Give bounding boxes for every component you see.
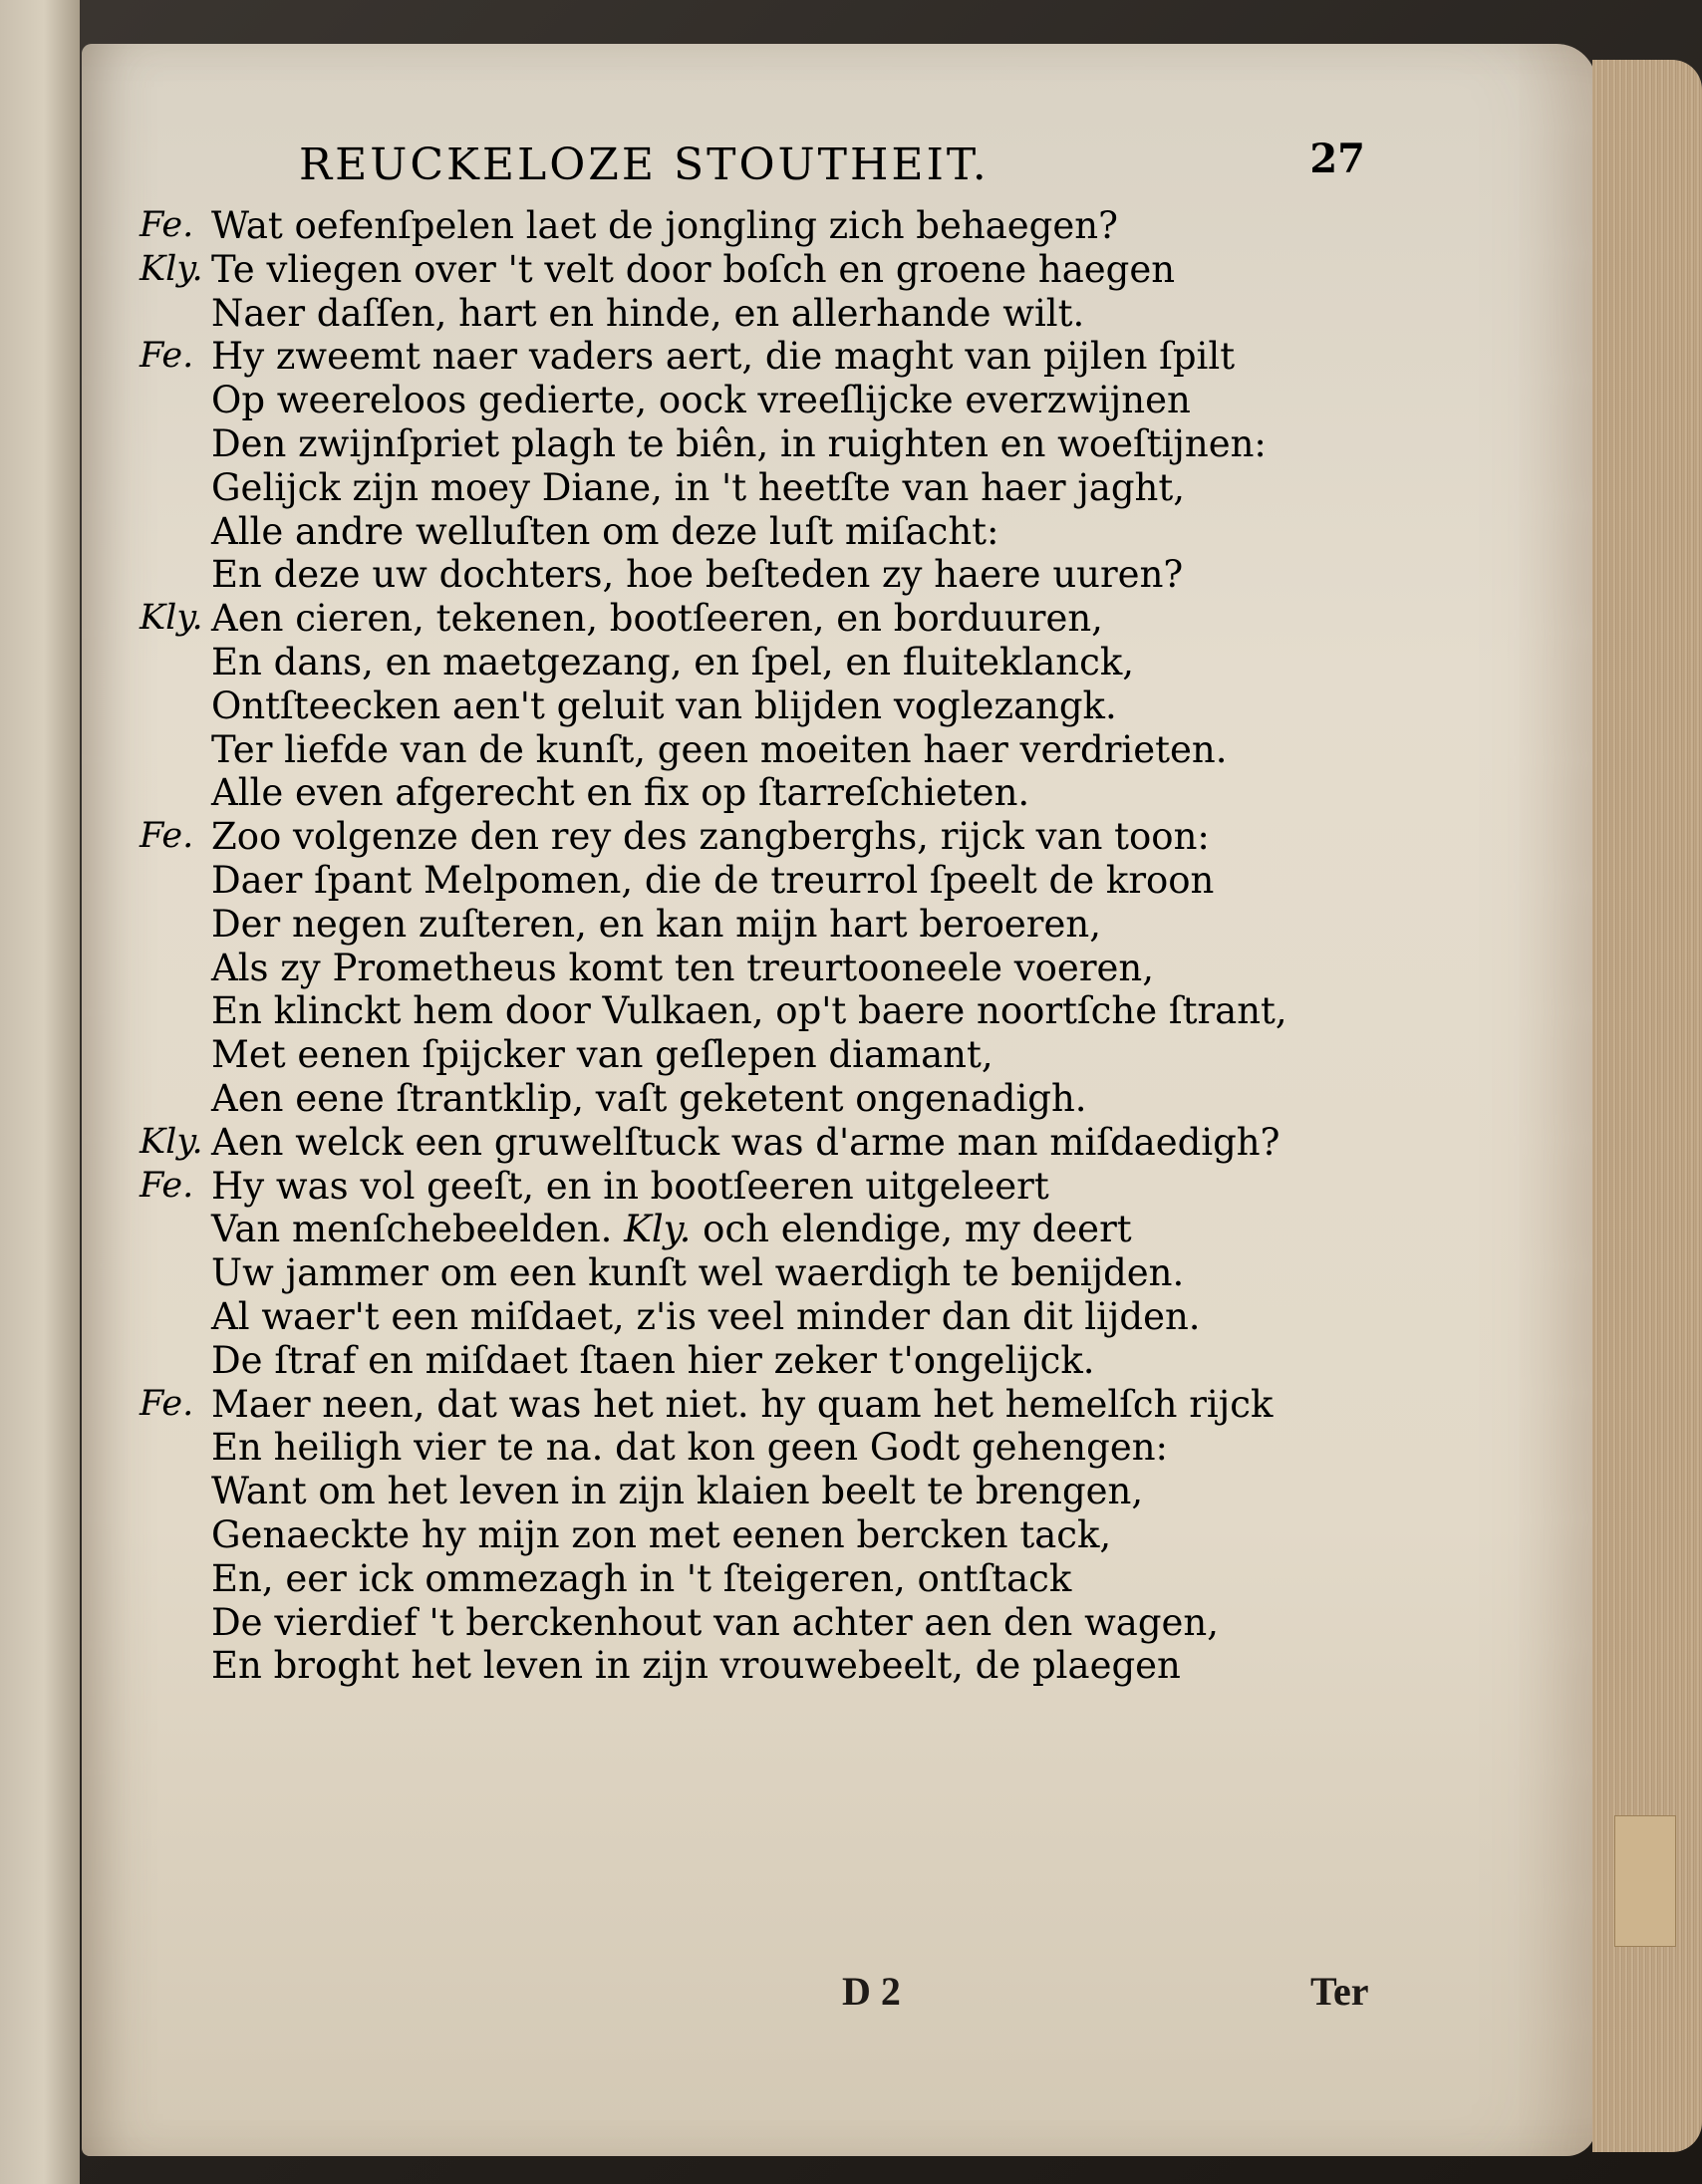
page-tab-marker <box>1614 1815 1676 1947</box>
verse-text-line: Uw jammer om een kunſt wel waerdigh te benijden. <box>211 1251 1185 1295</box>
verse-text-line: Der negen zuſteren, en kan mijn hart beroeren, <box>211 902 1101 946</box>
verse-text-line: Aen cieren, tekenen, bootſeeren, en borduuren, <box>211 597 1103 641</box>
verse-text-line: Met eenen ſpijcker van geſlepen diamant, <box>211 1033 993 1077</box>
speaker-label: Fe. <box>140 336 194 377</box>
verse-line <box>140 903 1435 947</box>
verse-line <box>140 1557 1435 1601</box>
speaker-label: Kly. <box>140 1121 203 1162</box>
page-number: 27 <box>1309 136 1365 182</box>
verse-text-line: En deze uw dochters, hoe beſteden zy haere uuren? <box>211 553 1184 597</box>
verse-text-line: Gelijck zijn moey Diane, in 't heetſte van haer jaght, <box>211 465 1186 509</box>
verse-line <box>140 1033 1435 1077</box>
verse-text-line: Genaeckte hy mijn zon met eenen bercken tack, <box>211 1512 1112 1556</box>
verse-line <box>140 947 1435 990</box>
verse-text-line: Aen eene ſtrantklip, vaſt geketent ongenadigh. <box>211 1076 1087 1120</box>
verse-text-line: Wat oefenſpelen laet de jongling zich behaegen? <box>211 204 1118 247</box>
verse-text-line: Naer daſſen, hart en hinde, en allerhande wilt. <box>211 291 1085 335</box>
verse-text-line: Van menſchebeelden. Kly. och elendige, my deert <box>211 1208 1132 1251</box>
verse-text-line: Op weereloos gedierte, oock vreeſlijcke everzwijnen <box>211 379 1191 422</box>
verse-line <box>140 1208 1435 1251</box>
catchword: Ter <box>1310 1969 1369 2014</box>
verse-text-line: De vierdief 't berckenhout van achter aen den wagen, <box>211 1600 1220 1644</box>
verse-text-line: Den zwijnſpriet plagh te biên, in ruighten en woeſtijnen: <box>211 421 1267 465</box>
verse-line <box>140 1121 1435 1165</box>
verse-line <box>140 1383 1435 1427</box>
speaker-label: Fe. <box>140 816 194 857</box>
verse-line <box>140 1426 1435 1470</box>
verse-line <box>140 379 1435 422</box>
verse-line <box>140 1251 1435 1295</box>
verse-line <box>140 597 1435 641</box>
verse-line <box>140 422 1435 466</box>
verse-line <box>140 1644 1435 1688</box>
verse-text-line: Alle andre welluſten om deze luſt miſacht: <box>211 509 999 553</box>
verse-line <box>140 335 1435 379</box>
verse-line <box>140 728 1435 772</box>
verse-line <box>140 641 1435 684</box>
running-title: REUCKELOZE STOUTHEIT. <box>299 139 990 190</box>
verse-line <box>140 684 1435 728</box>
verse-line <box>140 292 1435 336</box>
verse-text-line: Ter liefde van de kunſt, geen moeiten haer verdrieten. <box>211 727 1228 771</box>
verse-line <box>140 1295 1435 1339</box>
verse-text-line: Zoo volgenze den rey des zangberghs, rijck van toon: <box>211 815 1210 859</box>
verse-line <box>140 989 1435 1033</box>
verse-text-line: De ſtraf en miſdaet ſtaen hier zeker t'ongelijck. <box>211 1338 1095 1382</box>
verse-text-line: En broght het leven in zijn vrouwebeelt, de plaegen <box>211 1644 1181 1688</box>
verse-line <box>140 859 1435 903</box>
verse-text-line: Maer neen, dat was het niet. hy quam het hemelſch rijck <box>211 1382 1274 1426</box>
verse-line <box>140 1077 1435 1121</box>
verse-line <box>140 771 1435 815</box>
verse-line <box>140 815 1435 859</box>
left-page-edge <box>0 0 80 2184</box>
verse-text-line: Alle even afgerecht en fix op ſtarreſchieten. <box>211 771 1030 815</box>
verse-text-line: En dans, en maetgezang, en ſpel, en fluiteklanck, <box>211 640 1135 683</box>
verse-line <box>140 1513 1435 1557</box>
verse-line <box>140 204 1435 248</box>
verse-line <box>140 248 1435 292</box>
verse-text <box>140 204 1435 1688</box>
speaker-label: Fe. <box>140 205 194 245</box>
speaker-label: Kly. <box>140 598 203 639</box>
speaker-label: Fe. <box>140 1383 194 1424</box>
verse-text-line: Want om het leven in zijn klaien beelt te brengen, <box>211 1470 1144 1513</box>
verse-text-line: Ontſteecken aen't geluit van blijden voglezangk. <box>211 683 1117 727</box>
verse-text-line: En heiligh vier te na. dat kon geen Godt gehengen: <box>211 1426 1169 1470</box>
verse-line <box>140 466 1435 510</box>
verse-text-line: Hy was vol geeſt, en in bootſeeren uitgeleert <box>211 1164 1049 1208</box>
page-header <box>299 136 1365 195</box>
verse-text-line: Hy zweemt naer vaders aert, die maght van pijlen ſpilt <box>211 335 1236 379</box>
verse-text-line: Aen welck een gruwelſtuck was d'arme man miſdaedigh? <box>211 1120 1280 1164</box>
inline-speaker-label: Kly. <box>612 1208 704 1251</box>
verse-text-line: En, eer ick ommezagh in 't ſteigeren, ontſtack <box>211 1556 1072 1600</box>
verse-line <box>140 553 1435 597</box>
speaker-label: Kly. <box>140 248 203 289</box>
signature-mark: D 2 <box>842 1969 901 2014</box>
speaker-label: Fe. <box>140 1165 194 1206</box>
verse-text-line: Daer ſpant Melpomen, die de treurrol ſpeelt de kroon <box>211 858 1215 902</box>
verse-line <box>140 1601 1435 1645</box>
verse-text-line: Te vliegen over 't velt door boſch en groene haegen <box>211 247 1176 291</box>
verse-line <box>140 1165 1435 1209</box>
verse-line <box>140 510 1435 554</box>
verse-line <box>140 1470 1435 1513</box>
verse-text-line: Al waer't een miſdaet, z'is veel minder dan dit lijden. <box>211 1294 1201 1338</box>
verse-line <box>140 1339 1435 1383</box>
verse-text-line: Als zy Prometheus komt ten treurtooneele voeren, <box>211 946 1154 989</box>
verse-text-line: En klinckt hem door Vulkaen, op't baere noortſche ſtrant, <box>211 989 1287 1033</box>
